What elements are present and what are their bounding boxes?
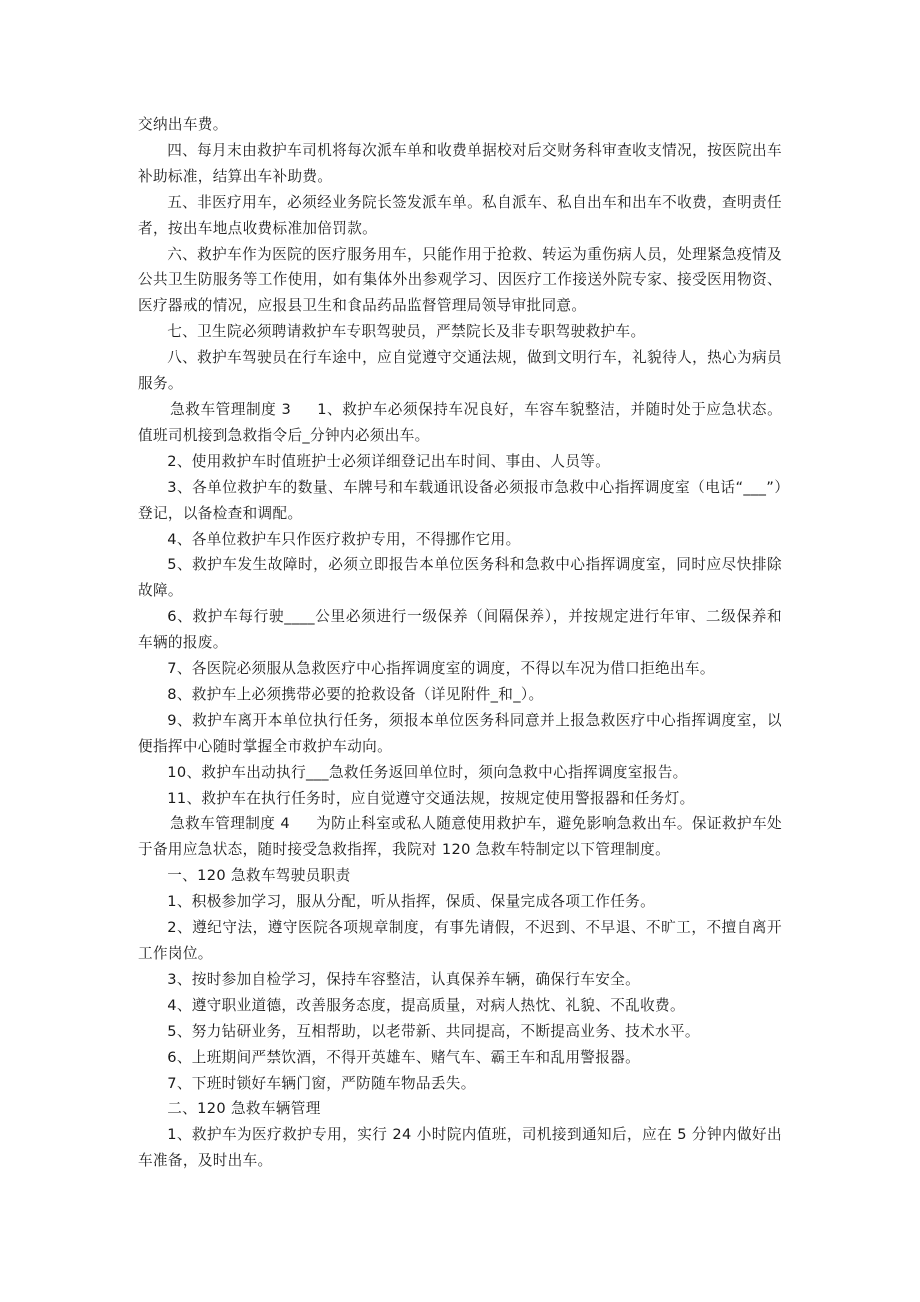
paragraph-15: 9、救护车离开本单位执行任务，须报本单位医务科同意并上报急救医疗中心指挥调度室，以便指挥中心随时掌握全市救护车动向。 <box>138 711 782 755</box>
section-title-3: 急救车管理制度 3 <box>170 400 292 418</box>
paragraph-14: 8、救护车上必须携带必要的抢救设备（详见附件_和_）。 <box>167 685 544 703</box>
section-4-paragraph: 急救车管理制度 4 为防止科室或私人随意使用救护车，避免影响急救出车。保证救护车处于备用应急状态，随时接受急救指挥，我院对 120 急救车特制定以下管理制度。 <box>138 815 783 859</box>
paragraph-20: 1、积极参加学习，服从分配，听从指挥，保质、保量完成各项工作任务。 <box>167 893 656 911</box>
paragraph-8: 2、使用救护车时值班护士必须详细登记出车时间、事由、人员等。 <box>167 452 611 470</box>
paragraph-23: 4、遵守职业道德，改善服务态度，提高质量，对病人热忱、礼貌、不乱收费。 <box>167 996 685 1014</box>
paragraph-28: 1、救护车为医疗救护专用，实行 24 小时院内值班，司机接到通知后，应在 5 分钟内做好出车准备，及时出车。 <box>138 1126 782 1170</box>
paragraph-27: 二、120 急救车辆管理 <box>167 1100 321 1118</box>
paragraph-1: 交纳出车费。 <box>138 116 228 133</box>
paragraph-26: 7、下班时锁好车辆门窗，严防随车物品丢失。 <box>167 1074 476 1092</box>
paragraph-6: 八、救护车驾驶员在行车途中，应自觉遵守交通法规，做到文明行车，礼貌待人，热心为病员服务。 <box>138 349 782 393</box>
paragraph-9: 3、各单位救护车的数量、车牌号和车载通讯设备必须报市急救中心指挥调度室（电话“___”）登记，以备检查和调配。 <box>138 478 782 522</box>
paragraph-11: 5、救护车发生故障时，必须立即报告本单位医务科和急救中心指挥调度室，同时应尽快排除故障。 <box>138 556 782 600</box>
section-title-4: 急救车管理制度 4 <box>170 815 291 833</box>
paragraph-2: 四、每月末由救护车司机将每次派车单和收费单据校对后交财务科审查收支情况，按医院出车补助标准，结算出车补助费。 <box>138 141 782 185</box>
paragraph-16: 10、救护车出动执行___急救任务返回单位时，须向急救中心指挥调度室报告。 <box>167 763 688 781</box>
paragraph-24: 5、努力钻研业务，互相帮助，以老带新、共同提高，不断提高业务、技术水平。 <box>167 1022 700 1040</box>
paragraph-5: 七、卫生院必须聘请救护车专职驾驶员，严禁院长及非专职驾驶救护车。 <box>167 323 646 341</box>
paragraph-3: 五、非医疗用车，必须经业务院长签发派车单。私自派车、私自出车和出车不收费，查明责任者，按出车地点收费标准加倍罚款。 <box>138 193 782 237</box>
paragraph-17: 11、救护车在执行任务时，应自觉遵守交通法规，按规定使用警报器和任务灯。 <box>167 789 695 807</box>
paragraph-22: 3、按时参加自检学习，保持车容整洁，认真保养车辆，确保行车安全。 <box>167 970 641 988</box>
paragraph-25: 6、上班期间严禁饮酒，不得开英雄车、赌气车、霸王车和乱用警报器。 <box>167 1048 641 1066</box>
paragraph-12: 6、救护车每行驶____公里必须进行一级保养（间隔保养），并按规定进行年审、二级保养和车辆的报废。 <box>138 608 782 652</box>
paragraph-21: 2、遵纪守法，遵守医院各项规章制度，有事先请假，不迟到、不早退、不旷工，不擅自离开工作岗位。 <box>138 919 782 962</box>
section-3-paragraph: 急救车管理制度 3 1、救护车必须保持车况良好，车容车貌整洁，并随时处于应急状态。值班司机接到急救指令后_分钟内必须出车。 <box>138 400 783 444</box>
paragraph-10: 4、各单位救护车只作医疗救护专用，不得挪作它用。 <box>167 530 521 548</box>
paragraph-4: 六、救护车作为医院的医疗服务用车，只能作用于抢救、转运为重伤病人员，处理紧急疫情及公共卫生防服务等工作使用，如有集体外出参观学习、因医疗工作接送外院专家、接受医用物资、医疗器戒的情况，应报县卫生和食品药品监督管理局领导审批同意。 <box>138 245 782 315</box>
paragraph-13: 7、各医院必须服从急救医疗中心指挥调度室的调度，不得以车况为借口拒绝出车。 <box>167 660 715 678</box>
paragraph-19: 一、120 急救车驾驶员职责 <box>167 867 351 885</box>
